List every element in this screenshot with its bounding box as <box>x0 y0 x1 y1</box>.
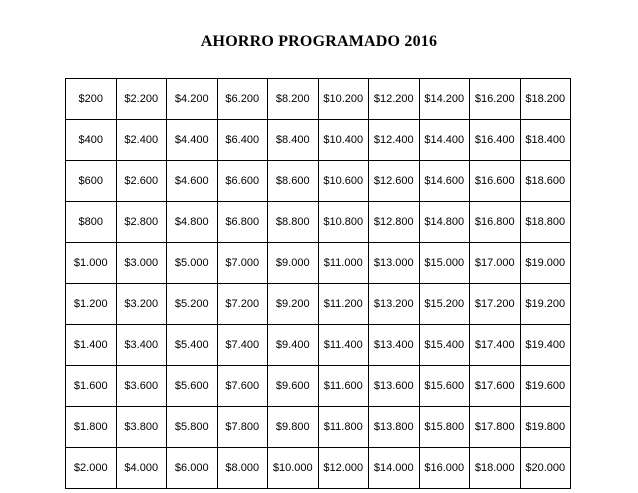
table-row <box>66 407 571 448</box>
table-cell: $11.000 <box>318 243 369 284</box>
table-row <box>66 366 571 407</box>
table-cell: $15.800 <box>419 407 470 448</box>
table-cell: $12.800 <box>369 202 420 243</box>
table-cell: $6.000 <box>167 448 218 489</box>
table-cell: $5.400 <box>167 325 218 366</box>
table-cell: $3.400 <box>116 325 167 366</box>
table-cell: $19.000 <box>520 243 571 284</box>
table-cell: $1.200 <box>66 284 117 325</box>
table-cell: $5.800 <box>167 407 218 448</box>
table-cell: $1.000 <box>66 243 117 284</box>
table-cell: $8.000 <box>217 448 268 489</box>
table-cell: $5.000 <box>167 243 218 284</box>
table-cell: $7.800 <box>217 407 268 448</box>
table-cell: $12.400 <box>369 120 420 161</box>
table-cell: $4.800 <box>167 202 218 243</box>
table-cell: $7.000 <box>217 243 268 284</box>
table-cell: $11.800 <box>318 407 369 448</box>
table-cell: $14.400 <box>419 120 470 161</box>
table-row <box>66 325 571 366</box>
table-cell: $9.600 <box>268 366 319 407</box>
table-cell: $2.800 <box>116 202 167 243</box>
table-cell: $6.600 <box>217 161 268 202</box>
table-cell: $14.200 <box>419 79 470 120</box>
table-cell: $6.400 <box>217 120 268 161</box>
table-cell: $2.000 <box>66 448 117 489</box>
table-cell: $1.800 <box>66 407 117 448</box>
table-cell: $1.400 <box>66 325 117 366</box>
table-cell: $15.600 <box>419 366 470 407</box>
table-cell: $4.000 <box>116 448 167 489</box>
table-cell: $8.400 <box>268 120 319 161</box>
table-cell: $14.800 <box>419 202 470 243</box>
table-cell: $18.800 <box>520 202 571 243</box>
table-cell: $12.000 <box>318 448 369 489</box>
table-cell: $800 <box>66 202 117 243</box>
table-cell: $10.200 <box>318 79 369 120</box>
table-cell: $6.800 <box>217 202 268 243</box>
table-cell: $7.400 <box>217 325 268 366</box>
table-cell: $18.400 <box>520 120 571 161</box>
savings-table-body <box>66 79 571 489</box>
table-cell: $18.600 <box>520 161 571 202</box>
table-cell: $3.600 <box>116 366 167 407</box>
table-cell: $19.200 <box>520 284 571 325</box>
table-cell: $15.200 <box>419 284 470 325</box>
table-cell: $17.000 <box>470 243 521 284</box>
table-cell: $11.400 <box>318 325 369 366</box>
table-cell: $200 <box>66 79 117 120</box>
table-cell: $18.000 <box>470 448 521 489</box>
table-cell: $600 <box>66 161 117 202</box>
table-cell: $4.400 <box>167 120 218 161</box>
table-cell: $2.400 <box>116 120 167 161</box>
table-cell: $15.400 <box>419 325 470 366</box>
table-cell: $17.200 <box>470 284 521 325</box>
table-cell: $11.200 <box>318 284 369 325</box>
table-cell: $4.200 <box>167 79 218 120</box>
table-cell: $10.400 <box>318 120 369 161</box>
table-cell: $17.800 <box>470 407 521 448</box>
table-cell: $16.400 <box>470 120 521 161</box>
table-cell: $10.600 <box>318 161 369 202</box>
table-cell: $16.200 <box>470 79 521 120</box>
table-cell: $16.600 <box>470 161 521 202</box>
table-row <box>66 79 571 120</box>
table-cell: $8.800 <box>268 202 319 243</box>
table-row <box>66 120 571 161</box>
table-cell: $10.800 <box>318 202 369 243</box>
table-cell: $7.600 <box>217 366 268 407</box>
table-cell: $6.200 <box>217 79 268 120</box>
table-row <box>66 243 571 284</box>
table-cell: $8.200 <box>268 79 319 120</box>
table-cell: $17.400 <box>470 325 521 366</box>
table-cell: $17.600 <box>470 366 521 407</box>
table-cell: $19.600 <box>520 366 571 407</box>
table-cell: $9.000 <box>268 243 319 284</box>
table-cell: $13.600 <box>369 366 420 407</box>
table-cell: $2.200 <box>116 79 167 120</box>
table-cell: $4.600 <box>167 161 218 202</box>
table-row <box>66 161 571 202</box>
table-row <box>66 202 571 243</box>
table-cell: $3.200 <box>116 284 167 325</box>
table-cell: $400 <box>66 120 117 161</box>
table-cell: $18.200 <box>520 79 571 120</box>
table-cell: $19.800 <box>520 407 571 448</box>
table-cell: $9.400 <box>268 325 319 366</box>
table-cell: $13.800 <box>369 407 420 448</box>
table-cell: $16.000 <box>419 448 470 489</box>
table-cell: $20.000 <box>520 448 571 489</box>
table-cell: $13.400 <box>369 325 420 366</box>
table-cell: $1.600 <box>66 366 117 407</box>
table-cell: $14.000 <box>369 448 420 489</box>
savings-table <box>65 78 571 489</box>
table-cell: $16.800 <box>470 202 521 243</box>
table-cell: $3.800 <box>116 407 167 448</box>
table-cell: $9.200 <box>268 284 319 325</box>
table-cell: $15.000 <box>419 243 470 284</box>
table-cell: $8.600 <box>268 161 319 202</box>
table-cell: $5.600 <box>167 366 218 407</box>
table-row <box>66 284 571 325</box>
table-cell: $10.000 <box>268 448 319 489</box>
table-cell: $12.200 <box>369 79 420 120</box>
table-cell: $2.600 <box>116 161 167 202</box>
table-row <box>66 448 571 489</box>
table-cell: $11.600 <box>318 366 369 407</box>
table-cell: $5.200 <box>167 284 218 325</box>
table-cell: $7.200 <box>217 284 268 325</box>
table-cell: $3.000 <box>116 243 167 284</box>
table-cell: $9.800 <box>268 407 319 448</box>
table-cell: $12.600 <box>369 161 420 202</box>
page-title: AHORRO PROGRAMADO 2016 <box>200 33 438 50</box>
table-cell: $14.600 <box>419 161 470 202</box>
table-cell: $19.400 <box>520 325 571 366</box>
table-cell: $13.200 <box>369 284 420 325</box>
table-cell: $13.000 <box>369 243 420 284</box>
